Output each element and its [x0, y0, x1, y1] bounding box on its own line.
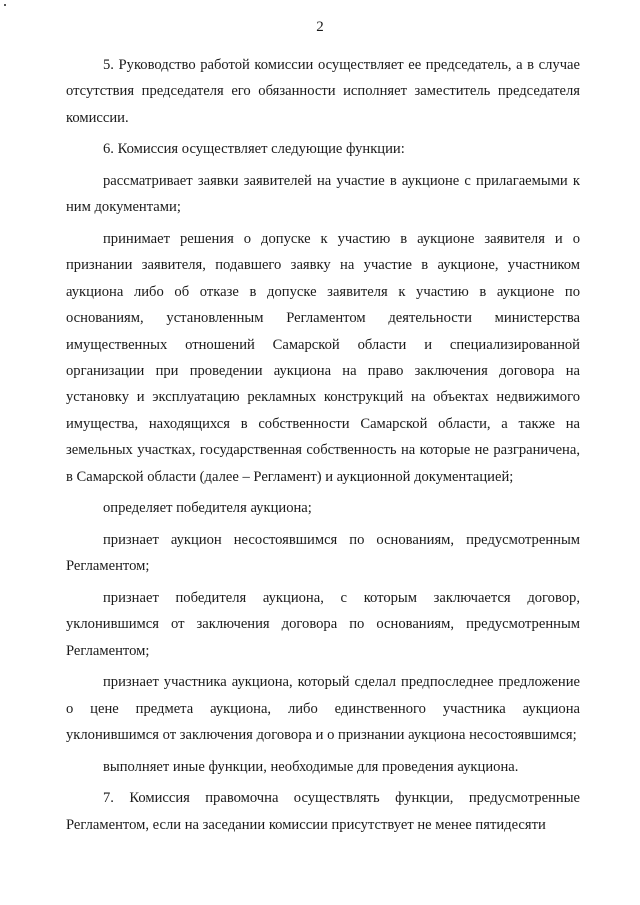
function-admission-decisions: принимает решения о допуске к участию в аукционе заявителя и о признании заявителя, подавшего заявку на участие в аукционе, участником аукциона либо об отказе в допуске заявителя к участию в аукционе по основаниям, установленным Регламентом деятельности министерства имущественных отношений Самарской области и специализированной организации при проведении аукциона на право заключения договора на установку и эксплуатацию рекламных конструкций на объектах недвижимого имущества, находящихся в собственности Самарской области, а также на земельных участках, государственная собственность на которые не разграничена, в Самарской области (далее – Регламент) и аукционной документацией; [66, 231, 580, 485]
function-review-applications: рассматривает заявки заявителей на участие в аукционе с прилагаемыми к ним документами; [66, 173, 580, 216]
paragraph-5-leadership: 5. Руководство работой комиссии осуществляет ее председатель, а в случае отсутствия председателя его обязанности исполняет заместитель председателя комиссии. [66, 57, 580, 126]
paragraph-7-quorum: 7. Комиссия правомочна осуществлять функции, предусмотренные Регламентом, если на заседании комиссии присутствует не менее пятидесяти [66, 790, 580, 833]
document-body [66, 52, 580, 838]
page-number: 2 [316, 19, 324, 35]
scan-artifact [4, 4, 6, 6]
function-participant-evasion: признает участника аукциона, который сделал предпоследнее предложение о цене предмета аукциона, либо единственного участника аукциона уклонившимся от заключения договора и о признании аукциона несостоявшимся; [66, 674, 580, 744]
paragraph-6-functions-intro: 6. Комиссия осуществляет следующие функции: [103, 141, 405, 158]
function-winner-evasion: признает победителя аукциона, с которым заключается договор, уклонившимся от заключения договора по основаниям, предусмотренным Регламентом; [66, 589, 580, 659]
function-declare-failed: признает аукцион несостоявшимся по основаниям, предусмотренным Регламентом; [66, 531, 580, 575]
function-determine-winner: определяет победителя аукциона; [103, 500, 312, 517]
function-other: выполняет иные функции, необходимые для проведения аукциона. [103, 758, 519, 775]
